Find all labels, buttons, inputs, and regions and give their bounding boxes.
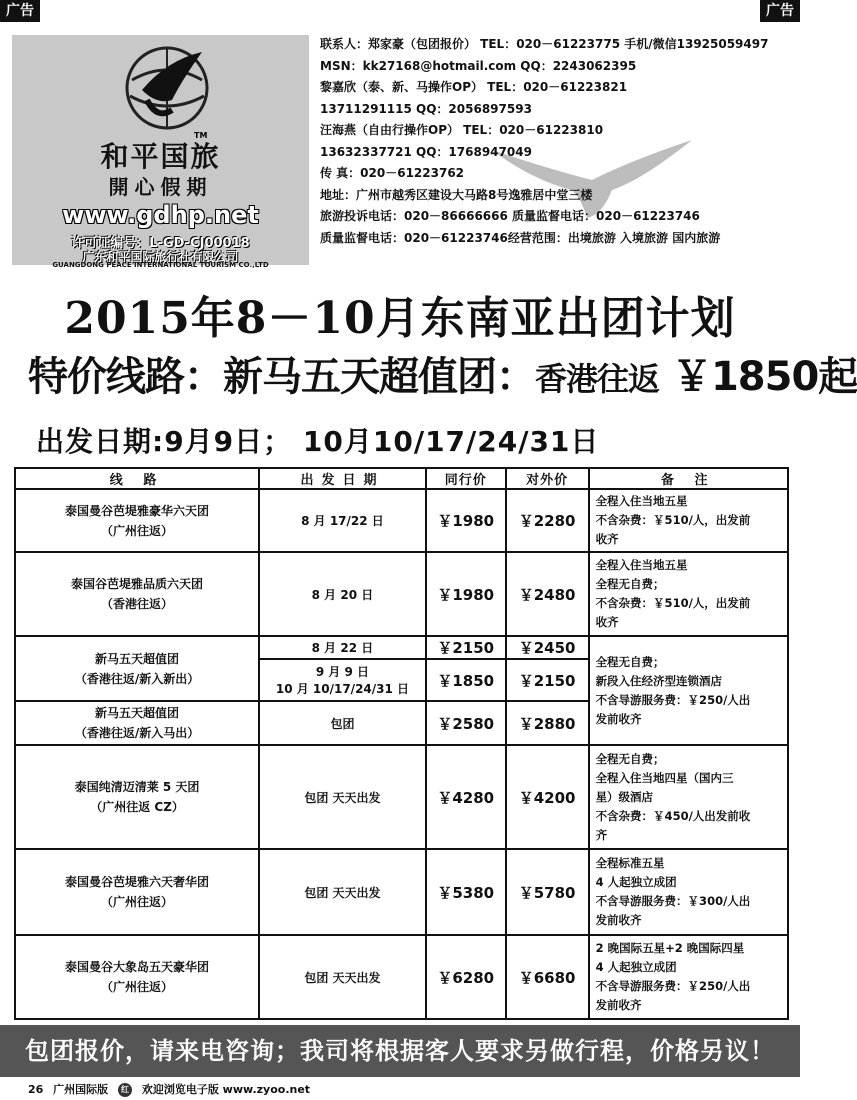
footer-banner: 包团报价，请来电咨询；我司将根据客人要求另做行程，价格另议！ [0, 1025, 800, 1077]
edition-name: 广州国际版 [53, 1083, 109, 1096]
route-cell: 泰国曼谷芭堤雅豪华六天团 （广州往返） [15, 489, 259, 552]
trade-price-cell: ￥1980 [426, 489, 506, 552]
page-footer [28, 1081, 316, 1097]
contact-row: 传 真：020－61223762 [320, 166, 465, 180]
header-date: 出发日期 [259, 468, 426, 489]
trade-price-cell: ￥1980 [426, 552, 506, 636]
logo-panel [12, 35, 309, 269]
date-cell: 包团 天天出发 [259, 935, 426, 1019]
route-cell: 泰国曼谷大象岛五天豪华团 （广州往返） [15, 935, 259, 1019]
table-header-row [15, 468, 788, 489]
contact-row: 汪海燕（自由行操作OP） TEL：020－61223810 [320, 123, 604, 137]
page-number: 26 [28, 1083, 44, 1096]
browse-link[interactable]: 欢迎浏览电子版 www.zyoo.net [141, 1083, 311, 1096]
table-row [15, 935, 788, 1019]
date-cell: 包团 天天出发 [259, 745, 426, 849]
logo-website[interactable]: www.gdhp.net [62, 201, 259, 229]
trade-price-cell: ￥5380 [426, 849, 506, 935]
notes-cell: 全程入住当地五星 不含杂费：￥510/人，出发前 收齐 [589, 489, 788, 552]
special-offer-title [28, 345, 857, 402]
notes-cell: 全程无自费； 全程入住当地四星（国内三 星）级酒店 不含杂费：￥450/人出发前收 齐 [589, 745, 788, 849]
header-notes: 备 注 [589, 468, 788, 489]
tour-table [14, 467, 789, 1020]
special-route: 新马五天超值团： [223, 354, 535, 400]
date-cell: 9 月 9 日 10 月 10/17/24/31 日 [259, 659, 426, 701]
retail-price-cell: ￥4200 [506, 745, 589, 849]
header-trade-price: 同行价 [426, 468, 506, 489]
dove-globe-icon [112, 40, 222, 140]
retail-price-cell: ￥2280 [506, 489, 589, 552]
table-row [15, 636, 788, 659]
date-cell: 8 月 22 日 [259, 636, 426, 659]
retail-price-cell: ￥2880 [506, 701, 589, 745]
retail-price-cell: ￥2480 [506, 552, 589, 636]
edition-badge-icon: 红 [118, 1083, 132, 1097]
contact-row: 13632337721 QQ：1768947049 [320, 144, 532, 159]
company-name: 广东和平国际旅行社有限公司 [82, 250, 239, 264]
special-prefix: 特价线路： [28, 354, 223, 400]
retail-price-cell: ￥2450 [506, 636, 589, 659]
special-return: 香港往返 [535, 360, 660, 398]
date-cell: 包团 [259, 701, 426, 745]
table-row [15, 849, 788, 935]
trade-price-cell: ￥2580 [426, 701, 506, 745]
date-cell: 8 月 20 日 [259, 552, 426, 636]
ad-tag-right: 广告 [760, 0, 800, 22]
retail-price-cell: ￥5780 [506, 849, 589, 935]
company-name-en: GUANGDONG PEACE INTERNATIONAL TOURISM CO.,LTD [52, 261, 269, 269]
date-cell: 包团 天天出发 [259, 849, 426, 935]
route-cell: 新马五天超值团 （香港往返/新入马出） [15, 701, 259, 745]
logo-slogan: 開心假期 [108, 175, 213, 199]
route-cell: 新马五天超值团 （香港往返/新入新出） [15, 636, 259, 701]
trade-price-cell: ￥6280 [426, 935, 506, 1019]
trade-price-cell: ￥1850 [426, 659, 506, 701]
table-row [15, 552, 788, 636]
departure-dates: 出发日期:9月9日； 10月10/17/24/31日 [36, 425, 600, 458]
table-row [15, 489, 788, 552]
special-price: ￥1850起 [671, 354, 857, 400]
contact-row: 联系人：郑家豪（包团报价） TEL：020－61223775 手机/微信13925059497 [320, 37, 769, 51]
route-cell: 泰国纯清迈清莱 5 天团 （广州往返 CZ） [15, 745, 259, 849]
contact-row: 13711291115 QQ：2056897593 [320, 101, 532, 116]
trade-price-cell: ￥4280 [426, 745, 506, 849]
header [12, 30, 788, 270]
notes-cell: 2 晚国际五星+2 晚国际四星 4 人起独立成团 不含导游服务费：￥250/人出 发前收齐 [589, 935, 788, 1019]
trade-price-cell: ￥2150 [426, 636, 506, 659]
route-cell: 泰国谷芭堤雅品质六天团 （香港往返） [15, 552, 259, 636]
contact-row: 旅游投诉电话：020－86666666 质量监督电话：020－61223746 [320, 209, 700, 223]
notes-cell: 全程入住当地五星 全程无自费； 不含杂费：￥510/人，出发前 收齐 [589, 552, 788, 636]
contact-row: 地址：广州市越秀区建设大马路8号逸雅居中堂三楼 [320, 187, 593, 202]
page-title: 2015年8－10月东南亚出团计划 [64, 293, 736, 344]
notes-cell: 全程标准五星 4 人起独立成团 不含导游服务费：￥300/人出 发前收齐 [589, 849, 788, 935]
license-number: 许可证编号：L-GD-CJ00018 [71, 236, 250, 251]
contact-row: 质量监督电话：020－61223746经营范围：出境旅游 入境旅游 国内旅游 [320, 230, 721, 245]
logo-name: 和平国旅 [100, 140, 221, 173]
header-route: 线 路 [15, 468, 259, 489]
svg-text:TM: TM [194, 131, 208, 140]
contact-row: MSN：kk27168@hotmail.com QQ：2243062395 [320, 58, 637, 73]
ad-tag-left: 广告 [0, 0, 40, 22]
contact-row: 黎嘉欣（泰、新、马操作OP） TEL：020－61223821 [320, 80, 628, 94]
route-cell: 泰国曼谷芭堤雅六天奢华团 （广州往返） [15, 849, 259, 935]
retail-price-cell: ￥2150 [506, 659, 589, 701]
header-retail-price: 对外价 [506, 468, 589, 489]
date-cell: 8 月 17/22 日 [259, 489, 426, 552]
contact-info [320, 34, 790, 249]
table-row [15, 745, 788, 849]
retail-price-cell: ￥6680 [506, 935, 589, 1019]
notes-cell: 全程无自费； 新段入住经济型连锁酒店 不含导游服务费：￥250/人出 发前收齐 [589, 636, 788, 745]
